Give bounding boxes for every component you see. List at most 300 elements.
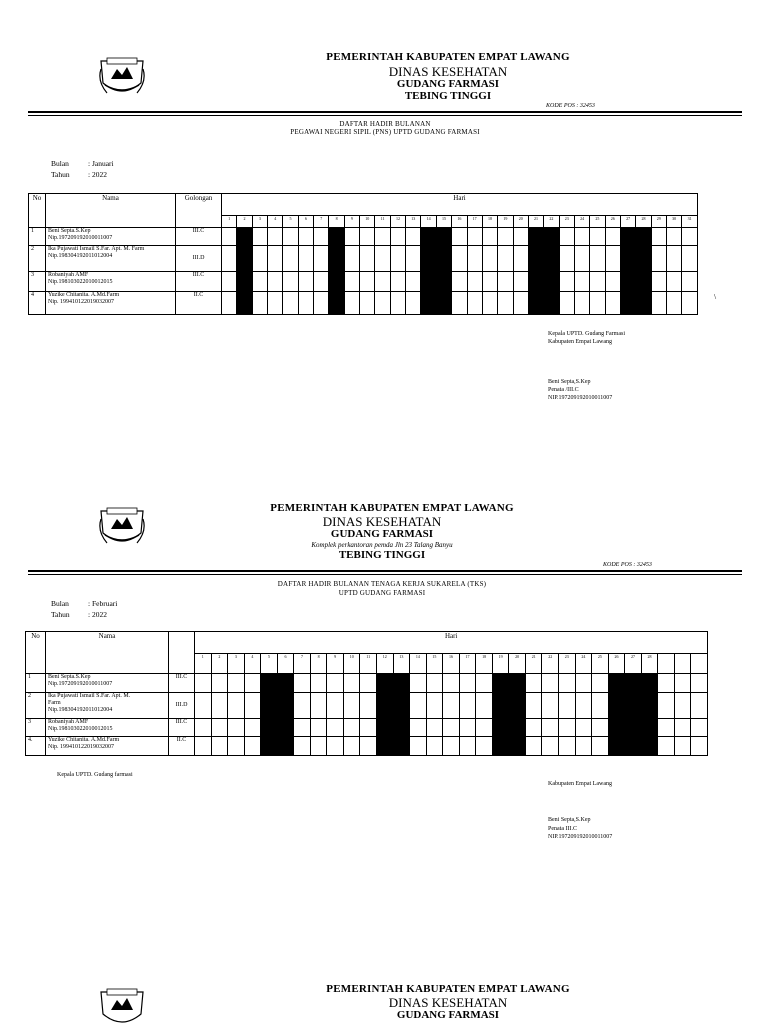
attendance-cell: [443, 674, 460, 693]
attendance-cell: [344, 292, 359, 315]
attendance-cell: [244, 674, 261, 693]
day-number: 27: [620, 216, 635, 228]
employee-name-cell: [46, 693, 169, 719]
holiday-cell: [608, 674, 625, 693]
holiday-cell: [625, 693, 642, 719]
attendance-cell: [498, 228, 513, 246]
attendance-cell: [476, 719, 493, 737]
day-number: 26: [605, 216, 620, 228]
attendance-cell: [426, 674, 443, 693]
attendance-cell: [443, 693, 460, 719]
attendance-cell: [575, 719, 592, 737]
day-number: 21: [528, 216, 543, 228]
day-number: 10: [343, 654, 360, 674]
attendance-cell: [252, 228, 267, 246]
attendance-cell: [252, 292, 267, 315]
holiday-cell: [393, 737, 410, 756]
postal-code: KODE POS : 32453: [603, 562, 652, 568]
postal-code: KODE POS : 32453: [546, 103, 595, 109]
attendance-cell: [314, 246, 329, 272]
employee-grade: III.D: [169, 693, 195, 719]
header-government-name: PEMERINTAH KABUPATEN EMPAT LAWANG: [270, 502, 514, 514]
attendance-cell: [575, 737, 592, 756]
employee-name-cell: [46, 272, 176, 292]
day-number: 16: [443, 654, 460, 674]
attendance-cell: [559, 272, 574, 292]
regency-emblem-icon: [97, 55, 147, 101]
day-number: 25: [592, 654, 609, 674]
attendance-cell: [406, 228, 421, 246]
holiday-cell: [377, 719, 394, 737]
attendance-cell: [476, 674, 493, 693]
attendance-cell: [314, 272, 329, 292]
table-row: [26, 693, 708, 719]
holiday-cell: [261, 674, 278, 693]
header-agency-name: DINAS KESEHATAN: [388, 64, 508, 79]
attendance-cell: [559, 292, 574, 315]
holiday-cell: [636, 246, 651, 272]
attendance-cell: [294, 719, 311, 737]
employee-name-cell: [46, 719, 169, 737]
attendance-cell: [651, 246, 666, 272]
attendance-cell: [592, 674, 609, 693]
holiday-cell: [421, 292, 436, 315]
row-number: 1: [26, 674, 46, 693]
day-number: 31: [682, 216, 698, 228]
attendance-cell: [666, 272, 681, 292]
day-number: 20: [513, 216, 528, 228]
attendance-cell: [283, 272, 298, 292]
attendance-cell: [195, 674, 212, 693]
day-number: 3: [252, 216, 267, 228]
day-number: 1: [195, 654, 212, 674]
attendance-cell: [211, 719, 228, 737]
table-row: [29, 292, 698, 315]
attendance-cell: [343, 719, 360, 737]
header-rule-thick: [28, 570, 742, 572]
attendance-cell: [590, 292, 605, 315]
holiday-cell: [237, 292, 252, 315]
attendance-cell: [605, 246, 620, 272]
employee-name: Yuzike Chitanita. A.Md.Farm: [48, 292, 120, 298]
holiday-cell: [377, 737, 394, 756]
holiday-cell: [492, 737, 509, 756]
holiday-cell: [436, 272, 451, 292]
signatory-region: Kabupaten Empat Lawang: [548, 339, 612, 345]
employee-name-cell: [46, 292, 176, 315]
attendance-cell: [410, 693, 427, 719]
holiday-cell: [544, 228, 559, 246]
signatory-region: Kabupaten Empat Lawang: [548, 781, 612, 787]
day-number: 11: [360, 654, 377, 674]
attendance-cell: [410, 737, 427, 756]
attendance-cell: [590, 272, 605, 292]
attendance-cell: [651, 292, 666, 315]
attendance-cell: [294, 674, 311, 693]
attendance-cell: [298, 292, 313, 315]
attendance-cell: [195, 737, 212, 756]
attendance-cell: [252, 272, 267, 292]
holiday-cell: [636, 292, 651, 315]
day-number: 11: [375, 216, 390, 228]
attendance-cell: [344, 272, 359, 292]
attendance-cell: [406, 272, 421, 292]
signatory-name: Beni Septa,S.Kep: [548, 817, 591, 823]
attendance-cell: [651, 228, 666, 246]
holiday-cell: [528, 292, 543, 315]
signatory-nip: NIP.197209192010011007: [548, 834, 613, 840]
attendance-cell: [658, 693, 675, 719]
day-number: 27: [625, 654, 642, 674]
holiday-cell: [492, 693, 509, 719]
attendance-cell: [406, 246, 421, 272]
holiday-cell: [421, 228, 436, 246]
attendance-cell: [542, 719, 559, 737]
attendance-cell: [459, 737, 476, 756]
attendance-cell: [268, 292, 283, 315]
column-header-hari: Hari: [195, 632, 708, 654]
employee-name: Ika Pujawati Ismail S.Far. Apt. M. Farm: [48, 246, 145, 252]
day-number: 18: [482, 216, 497, 228]
day-number: 8: [329, 216, 344, 228]
holiday-cell: [509, 737, 526, 756]
holiday-cell: [261, 719, 278, 737]
attendance-cell: [482, 272, 497, 292]
holiday-cell: [492, 719, 509, 737]
holiday-cell: [528, 228, 543, 246]
attendance-cell: [211, 693, 228, 719]
employee-name: Beni Septa.S.Kep: [48, 674, 91, 680]
attendance-cell: [658, 737, 675, 756]
attendance-cell: [310, 674, 327, 693]
day-number: 10: [360, 216, 375, 228]
holiday-cell: [329, 228, 344, 246]
day-number: 26: [608, 654, 625, 674]
attendance-cell: [443, 719, 460, 737]
attendance-cell: [298, 228, 313, 246]
employee-name: Robaniyah AMF: [48, 719, 89, 725]
row-number: 3: [26, 719, 46, 737]
holiday-cell: [277, 719, 294, 737]
day-number: 28: [641, 654, 658, 674]
year-value: : 2022: [88, 170, 107, 179]
header-rule-thin: [28, 574, 742, 575]
day-number: 6: [277, 654, 294, 674]
signatory-title: Kepala UPTD. Gudang Farmasi: [548, 331, 625, 337]
employee-grade: III.C: [169, 674, 195, 693]
document-title: DAFTAR HADIR BULANAN: [339, 120, 431, 128]
attendance-cell: [228, 737, 245, 756]
employee-name-cont: Farm: [48, 700, 61, 706]
employee-name-cell: [46, 228, 176, 246]
signatory-name: Beni Septa,S.Kep: [548, 379, 591, 385]
attendance-table-pns: [28, 193, 698, 315]
attendance-cell: [498, 246, 513, 272]
header-government-name: PEMERINTAH KABUPATEN EMPAT LAWANG: [326, 983, 570, 995]
column-header-no: No: [26, 632, 46, 674]
day-number: 12: [377, 654, 394, 674]
column-header-nama: Nama: [46, 194, 176, 228]
header-agency-name: DINAS KESEHATAN: [388, 995, 508, 1010]
holiday-cell: [277, 674, 294, 693]
employee-nip: Nip.198304192011012004: [48, 253, 113, 259]
attendance-cell: [390, 272, 405, 292]
holiday-cell: [636, 272, 651, 292]
header-unit-name: GUDANG FARMASI: [396, 1009, 500, 1021]
attendance-cell: [268, 228, 283, 246]
employee-nip: Nip. 199410122019032007: [48, 299, 114, 305]
attendance-cell: [513, 272, 528, 292]
attendance-cell: [343, 693, 360, 719]
attendance-cell: [498, 292, 513, 315]
holiday-cell: [277, 737, 294, 756]
table-row: [26, 719, 708, 737]
attendance-cell: [360, 246, 375, 272]
attendance-cell: [344, 246, 359, 272]
employee-name-cell: [46, 674, 169, 693]
attendance-cell: [592, 737, 609, 756]
attendance-cell: [310, 737, 327, 756]
attendance-cell: [283, 246, 298, 272]
year-label: Tahun: [51, 170, 70, 179]
holiday-cell: [509, 674, 526, 693]
holiday-cell: [436, 246, 451, 272]
holiday-cell: [329, 292, 344, 315]
attendance-cell: [195, 693, 212, 719]
employee-grade: II.C: [169, 737, 195, 756]
year-value: : 2022: [88, 610, 107, 619]
attendance-cell: [452, 246, 467, 272]
holiday-cell: [544, 246, 559, 272]
attendance-cell: [482, 246, 497, 272]
attendance-cell: [482, 292, 497, 315]
attendance-cell: [559, 693, 576, 719]
day-number: 14: [410, 654, 427, 674]
day-number: [691, 654, 708, 674]
attendance-cell: [682, 246, 698, 272]
holiday-cell: [641, 693, 658, 719]
day-number: 30: [666, 216, 681, 228]
attendance-cell: [244, 693, 261, 719]
column-header-hari: Hari: [222, 194, 698, 216]
attendance-cell: [559, 674, 576, 693]
attendance-cell: [360, 737, 377, 756]
column-header-golongan: Golongan: [176, 194, 222, 228]
day-number: [658, 654, 675, 674]
attendance-cell: [390, 292, 405, 315]
holiday-cell: [625, 737, 642, 756]
day-number: 19: [498, 216, 513, 228]
attendance-cell: [574, 272, 589, 292]
attendance-cell: [592, 719, 609, 737]
attendance-cell: [406, 292, 421, 315]
month-value: : Februari: [88, 599, 118, 608]
attendance-cell: [390, 228, 405, 246]
holiday-cell: [237, 246, 252, 272]
attendance-cell: [525, 737, 542, 756]
attendance-cell: [525, 693, 542, 719]
day-number: 25: [590, 216, 605, 228]
attendance-cell: [228, 693, 245, 719]
header-unit-name: GUDANG FARMASI: [330, 528, 434, 540]
holiday-cell: [620, 292, 635, 315]
row-number: 2: [29, 246, 46, 272]
attendance-cell: [360, 674, 377, 693]
employee-name: Robaniyah AMF: [48, 272, 89, 278]
attendance-cell: [360, 228, 375, 246]
day-number: 23: [559, 654, 576, 674]
day-number: 4: [244, 654, 261, 674]
day-number: 15: [436, 216, 451, 228]
regency-emblem-icon: [97, 986, 147, 1032]
attendance-cell: [513, 246, 528, 272]
day-number: 12: [390, 216, 405, 228]
employee-grade: III.C: [169, 719, 195, 737]
attendance-cell: [283, 292, 298, 315]
day-number: 4: [268, 216, 283, 228]
day-number: 22: [544, 216, 559, 228]
attendance-cell: [327, 674, 344, 693]
day-number: 7: [314, 216, 329, 228]
day-number: 9: [327, 654, 344, 674]
holiday-cell: [237, 272, 252, 292]
holiday-cell: [608, 719, 625, 737]
employee-name: Ika Pujawati Ismail S.Far. Apt. M.: [48, 693, 131, 699]
attendance-cell: [426, 719, 443, 737]
column-header-golongan-empty: [169, 632, 195, 674]
attendance-cell: [211, 674, 228, 693]
signatory-rank: Penata III.C: [548, 826, 577, 832]
employee-nip: Nip.197209192010011007: [48, 235, 113, 241]
attendance-cell: [666, 292, 681, 315]
attendance-cell: [459, 674, 476, 693]
attendance-cell: [574, 292, 589, 315]
row-number: 4.: [26, 737, 46, 756]
document-subtitle: PEGAWAI NEGERI SIPIL (PNS) UPTD GUDANG FARMASI: [290, 128, 480, 136]
day-number: 2: [237, 216, 252, 228]
header-city: TEBING TINGGI: [404, 90, 492, 102]
attendance-cell: [222, 246, 237, 272]
attendance-cell: [682, 272, 698, 292]
day-number: 21: [525, 654, 542, 674]
employee-grade: III.D: [176, 246, 222, 272]
attendance-cell: [228, 719, 245, 737]
attendance-cell: [375, 228, 390, 246]
header-rule-thick: [28, 111, 742, 113]
attendance-cell: [426, 737, 443, 756]
header-rule-thin: [28, 115, 742, 116]
day-number: 17: [459, 654, 476, 674]
attendance-cell: [498, 272, 513, 292]
month-value: : Januari: [88, 159, 114, 168]
day-number: 1: [222, 216, 237, 228]
header-agency-name: DINAS KESEHATAN: [322, 514, 442, 529]
attendance-cell: [476, 693, 493, 719]
attendance-cell: [314, 228, 329, 246]
attendance-cell: [674, 674, 691, 693]
holiday-cell: [544, 292, 559, 315]
attendance-cell: [658, 674, 675, 693]
attendance-cell: [298, 272, 313, 292]
attendance-cell: [605, 292, 620, 315]
day-number: 6: [298, 216, 313, 228]
attendance-cell: [344, 228, 359, 246]
attendance-cell: [452, 272, 467, 292]
attendance-cell: [467, 246, 482, 272]
holiday-cell: [261, 693, 278, 719]
attendance-cell: [426, 693, 443, 719]
attendance-cell: [375, 272, 390, 292]
holiday-cell: [620, 246, 635, 272]
holiday-cell: [329, 272, 344, 292]
day-number: 13: [393, 654, 410, 674]
header-government-name: PEMERINTAH KABUPATEN EMPAT LAWANG: [326, 51, 570, 63]
attendance-cell: [691, 719, 708, 737]
attendance-cell: [360, 272, 375, 292]
attendance-cell: [327, 737, 344, 756]
header-unit-name: GUDANG FARMASI: [396, 78, 500, 90]
attendance-cell: [513, 292, 528, 315]
attendance-cell: [467, 272, 482, 292]
holiday-cell: [608, 693, 625, 719]
attendance-cell: [590, 228, 605, 246]
holiday-cell: [492, 674, 509, 693]
holiday-cell: [528, 246, 543, 272]
attendance-cell: [410, 719, 427, 737]
attendance-cell: [590, 246, 605, 272]
attendance-cell: [525, 719, 542, 737]
attendance-cell: [222, 228, 237, 246]
year-label: Tahun: [51, 610, 70, 619]
month-label: Bulan: [51, 159, 69, 168]
day-number: 2: [211, 654, 228, 674]
attendance-cell: [559, 246, 574, 272]
month-label: Bulan: [51, 599, 69, 608]
day-number: 24: [575, 654, 592, 674]
day-number: 14: [421, 216, 436, 228]
holiday-cell: [641, 737, 658, 756]
holiday-cell: [528, 272, 543, 292]
day-number: 22: [542, 654, 559, 674]
attendance-cell: [674, 719, 691, 737]
attendance-cell: [559, 737, 576, 756]
row-number: 3: [29, 272, 46, 292]
holiday-cell: [377, 693, 394, 719]
document-subtitle: UPTD GUDANG FARMASI: [338, 589, 426, 597]
attendance-cell: [691, 674, 708, 693]
attendance-cell: [482, 228, 497, 246]
day-number: 8: [310, 654, 327, 674]
attendance-cell: [228, 674, 245, 693]
day-number: 15: [426, 654, 443, 674]
attendance-cell: [559, 719, 576, 737]
employee-grade: III.C: [176, 228, 222, 246]
day-number: 5: [283, 216, 298, 228]
regency-emblem-icon: [97, 505, 147, 551]
attendance-cell: [574, 228, 589, 246]
attendance-cell: [314, 292, 329, 315]
day-number: 28: [636, 216, 651, 228]
attendance-cell: [575, 693, 592, 719]
column-header-nama: Nama: [46, 632, 169, 674]
attendance-cell: [559, 228, 574, 246]
day-number: 9: [344, 216, 359, 228]
holiday-cell: [393, 693, 410, 719]
attendance-cell: [410, 674, 427, 693]
attendance-cell: [674, 693, 691, 719]
employee-name-cont: Nip. 199410122019032007: [48, 744, 114, 750]
table-row: [26, 674, 708, 693]
